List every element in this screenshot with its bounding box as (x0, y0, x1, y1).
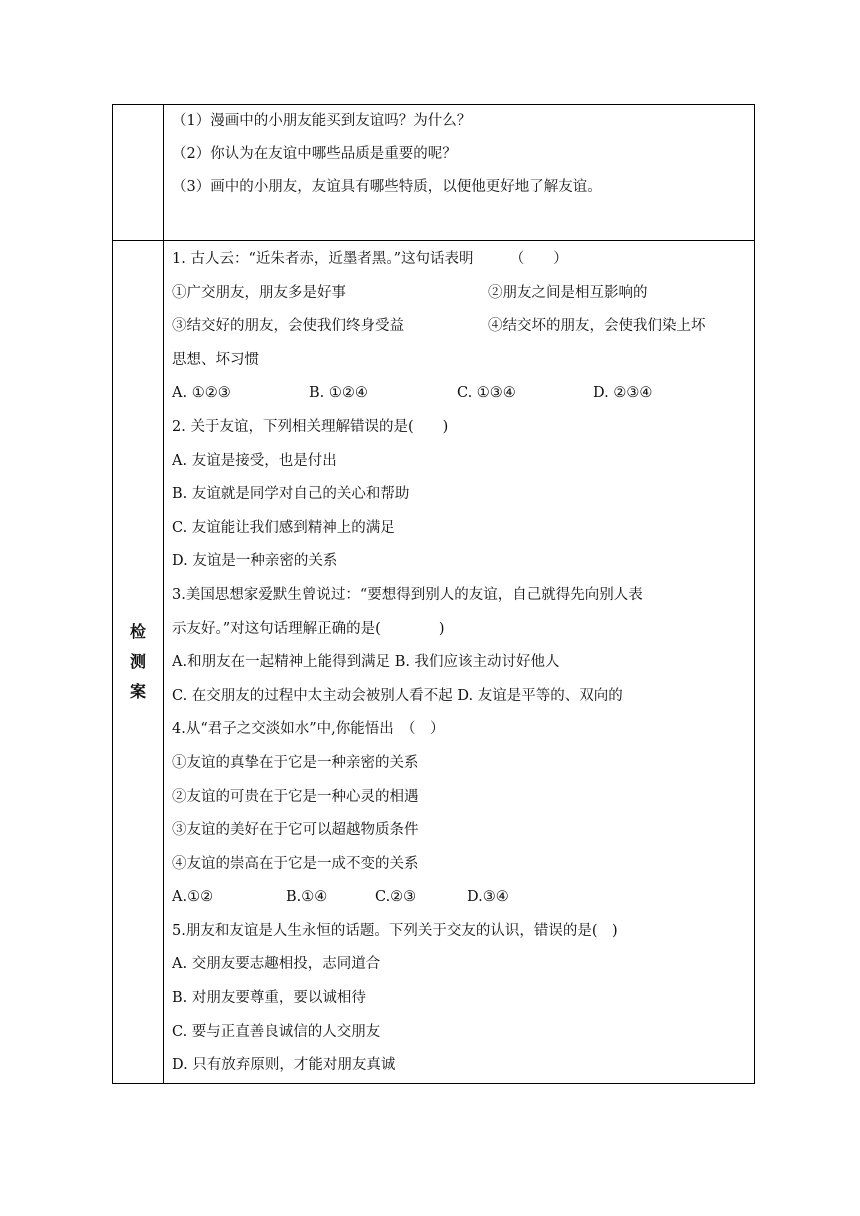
q1-item-1: ①广交朋友，朋友多是好事 (172, 284, 346, 301)
q1-option-d: D. ②③④ (593, 385, 653, 402)
q4-option-b: B.①④ (286, 889, 328, 906)
q1-stem: 1. 古人云：“近朱者赤，近墨者黑。”这句话表明 （ ） (172, 251, 568, 267)
test-row (113, 241, 755, 1084)
q1-option-c: C. ①③④ (457, 385, 516, 402)
test-section-label (130, 617, 146, 707)
discussion-question-1: （1）漫画中的小朋友能买到友谊吗？为什么？ (172, 113, 472, 129)
discussion-question-2: （2）你认为在友谊中哪些品质是重要的呢？ (172, 146, 457, 162)
test-label-cell (113, 241, 164, 1084)
worksheet-table (112, 104, 755, 1084)
q5-option-c: C. 要与正直善良诚信的人交朋友 (172, 1023, 381, 1040)
q5-option-d: D. 只有放弃原则，才能对朋友真诚 (172, 1057, 396, 1074)
q4-item-3: ③友谊的美好在于它可以超越物质条件 (172, 822, 419, 839)
q4-option-c: C.②③ (375, 889, 417, 906)
q1-items-row-1 (172, 277, 748, 311)
q5-stem: 5.朋友和友谊是人生永恒的话题。下列关于交友的认识，错误的是( ) (172, 922, 618, 939)
q4-options (172, 881, 748, 915)
q2-option-a: A. 友谊是接受，也是付出 (172, 452, 337, 469)
test-content-cell (164, 241, 755, 1084)
q4-item-4: ④友谊的崇高在于它是一成不变的关系 (172, 855, 419, 872)
q2-option-c: C. 友谊能让我们感到精神上的满足 (172, 519, 395, 536)
q1-option-b: B. ①②④ (309, 385, 368, 402)
q4-option-a: A.①② (172, 889, 214, 906)
q4-stem: 4.从“君子之交淡如水”中,你能悟出 （ ） (172, 721, 445, 738)
q5-option-a: A. 交朋友要志趣相投，志同道合 (172, 956, 381, 973)
q1-item-3: ③结交好的朋友，会使我们终身受益 (172, 318, 404, 335)
label-char-1: 检 (129, 622, 146, 641)
label-char-3: 案 (129, 682, 146, 701)
discussion-row (113, 105, 755, 241)
q3-stem-line-2: 示友好。”对这句话理解正确的是( ) (172, 620, 445, 637)
q1-options (172, 377, 748, 411)
q5-option-b: B. 对朋友要尊重，要以诚相待 (172, 990, 366, 1007)
q1-item-4-cont: 思想、坏习惯 (172, 351, 259, 368)
q1-items-row-2 (172, 310, 748, 344)
q3-options-cd: C. 在交朋友的过程中太主动会被别人看不起 D. 友谊是平等的、双向的 (172, 687, 623, 704)
q2-stem: 2. 关于友谊，下列相关理解错误的是( ) (172, 418, 449, 435)
q4-item-2: ②友谊的可贵在于它是一种心灵的相遇 (172, 788, 419, 805)
q1-option-a: A. ①②③ (172, 385, 231, 402)
q4-item-1: ①友谊的真挚在于它是一种亲密的关系 (172, 754, 419, 771)
discussion-label-cell (113, 105, 164, 241)
q1-item-4: ④结交坏的朋友，会使我们染上坏 (488, 318, 706, 335)
q4-option-d: D.③④ (467, 889, 509, 906)
q2-option-b: B. 友谊就是同学对自己的关心和帮助 (172, 486, 410, 503)
discussion-question-3: （3）画中的小朋友，友谊具有哪些特质，以便他更好地了解友谊。 (172, 179, 602, 195)
q3-options-ab: A.和朋友在一起精神上能得到满足 B. 我们应该主动讨好他人 (172, 654, 560, 671)
label-char-2: 测 (129, 652, 146, 671)
q1-item-2: ②朋友之间是相互影响的 (488, 284, 648, 301)
q2-option-d: D. 友谊是一种亲密的关系 (172, 553, 338, 570)
q3-stem-line-1: 3.美国思想家爱默生曾说过：“要想得到别人的友谊，自己就得先向别人表 (172, 586, 643, 603)
discussion-content-cell (164, 105, 755, 241)
